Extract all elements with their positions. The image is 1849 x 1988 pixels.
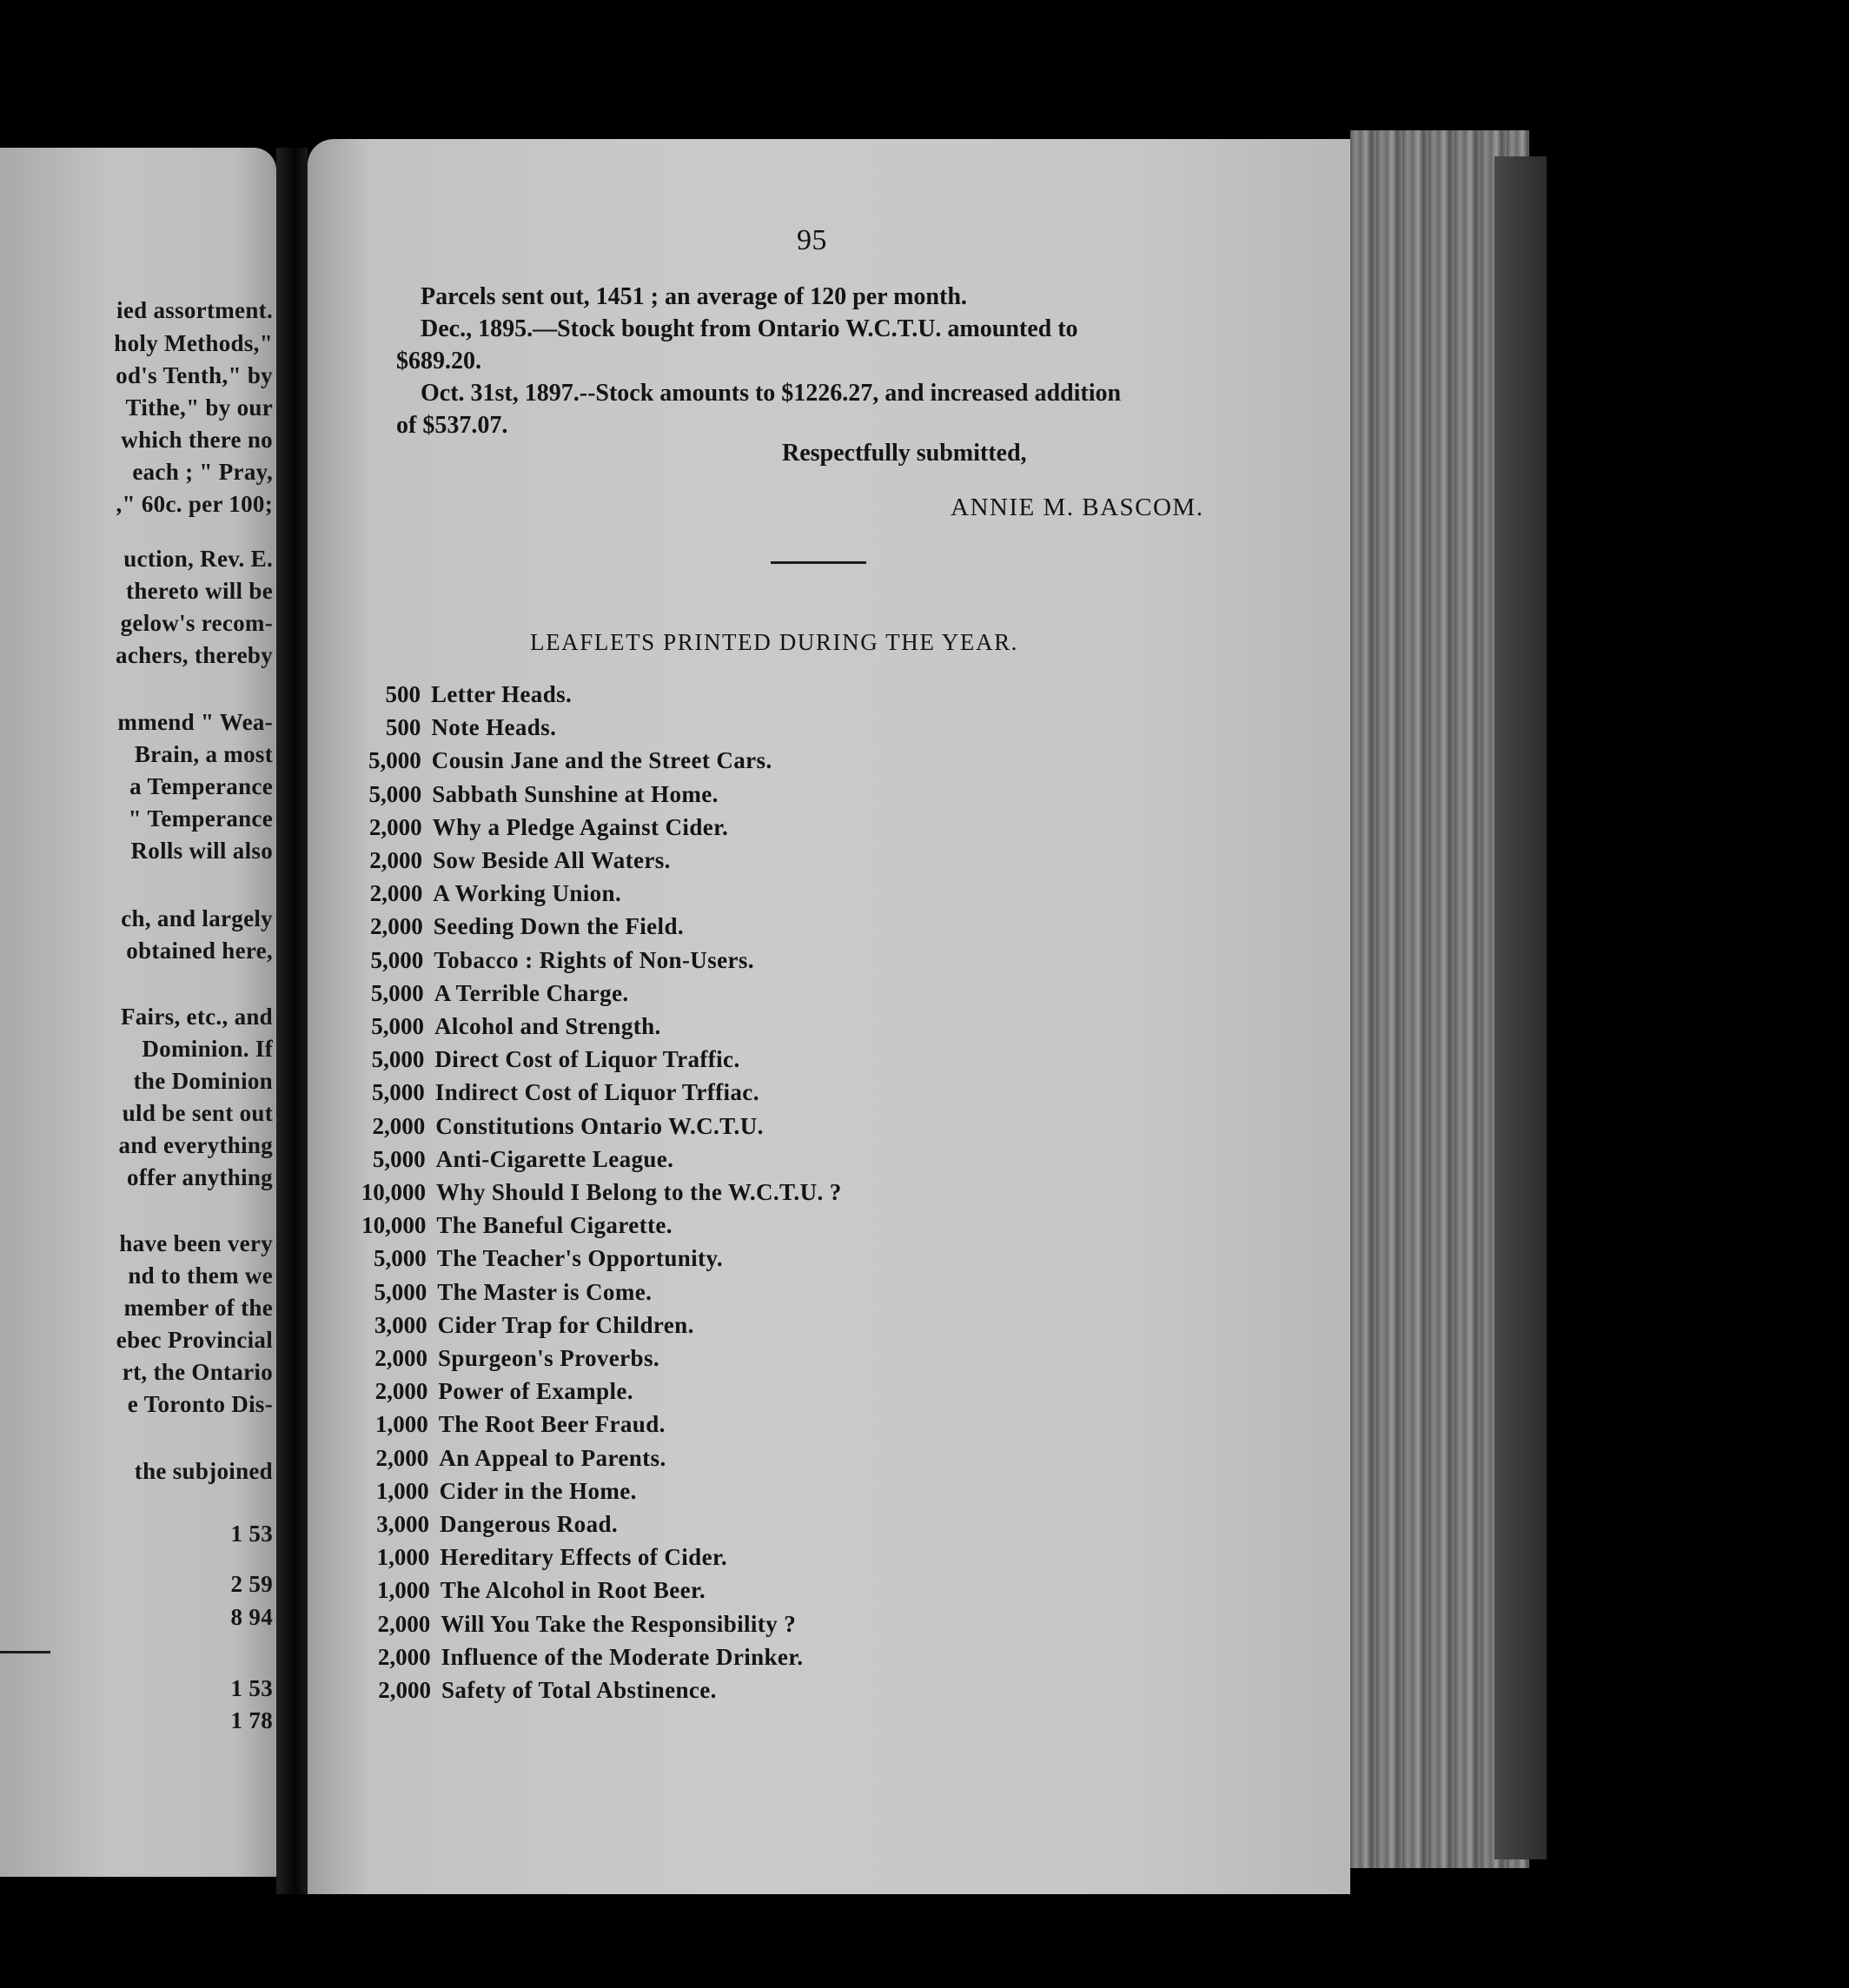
leaflet-row xyxy=(309,847,671,878)
leaflet-quantity: 2,000 xyxy=(372,1112,426,1139)
left-page-line: 2 59 xyxy=(230,1571,273,1597)
left-page-line: achers, thereby xyxy=(116,642,273,668)
leaflet-title: Sabbath Sunshine at Home. xyxy=(432,780,719,807)
leaflet-row xyxy=(312,1079,759,1110)
leaflet-title: Anti-Cigarette League. xyxy=(435,1145,674,1172)
leaflet-title: Cider in the Home. xyxy=(439,1477,637,1504)
leaflet-title: Dangerous Road. xyxy=(440,1511,619,1537)
leaflet-row xyxy=(318,1677,717,1708)
left-page-line: Fairs, etc., and xyxy=(120,1004,273,1030)
leaflet-quantity: 3,000 xyxy=(376,1511,429,1537)
leaflet-row xyxy=(312,1113,764,1144)
leaflet-title: Influence of the Moderate Drinker. xyxy=(441,1643,804,1670)
dec-line xyxy=(421,315,1237,343)
leaflet-row xyxy=(314,1245,723,1276)
leaflet-row xyxy=(310,947,754,978)
leaflet-row xyxy=(317,1611,796,1642)
leaflet-title: The Baneful Cigarette. xyxy=(436,1212,673,1239)
left-page-line: a Temperance xyxy=(129,773,273,799)
left-page-line: e Toronto Dis- xyxy=(127,1391,273,1417)
leaflet-quantity: 1,000 xyxy=(377,1577,430,1604)
left-page-line: 1 78 xyxy=(230,1707,273,1733)
leaflet-quantity: 2,000 xyxy=(374,1378,428,1405)
leaflet-quantity: 5,000 xyxy=(372,1079,425,1106)
leaflet-title: Alcohol and Strength. xyxy=(434,1013,661,1039)
leaflet-row xyxy=(318,1644,804,1675)
leaflet-row xyxy=(316,1478,637,1509)
leaflet-quantity: 5,000 xyxy=(370,946,424,973)
leaflet-title: The Alcohol in Root Beer. xyxy=(440,1577,706,1604)
leaflet-quantity: 2,000 xyxy=(369,880,423,907)
left-page-line: holy Methods," xyxy=(114,330,273,356)
leaflet-row xyxy=(316,1511,618,1542)
left-page-text xyxy=(0,148,276,1877)
leaflet-row xyxy=(314,1279,652,1310)
leaflet-title: Hereditary Effects of Cider. xyxy=(440,1544,728,1571)
leaflet-row xyxy=(311,980,629,1011)
leaflet-quantity: 2,000 xyxy=(375,1444,429,1471)
left-page-line: obtained here, xyxy=(126,938,273,964)
left-page-line: thereto will be xyxy=(126,578,273,604)
leaflet-quantity: 2,000 xyxy=(369,847,422,873)
leaflet-row xyxy=(311,1046,739,1077)
leaflet-row xyxy=(315,1378,633,1409)
left-page-line: the subjoined xyxy=(134,1458,273,1484)
section-rule xyxy=(771,561,866,564)
left-page-line: uction, Rev. E. xyxy=(123,546,273,572)
oct-line: Oct. 31st, 1897.--Stock amounts to $1226.27, and increased addition xyxy=(421,380,1122,407)
signature: ANNIE M. BASCOM. xyxy=(951,494,1204,521)
section-heading: LEAFLETS PRINTED DURING THE YEAR. xyxy=(530,629,1019,655)
leaflet-row xyxy=(313,1146,674,1177)
leaflet-title: An Appeal to Parents. xyxy=(439,1444,666,1471)
leaflet-row xyxy=(308,747,772,779)
leaflet-row xyxy=(315,1345,659,1376)
left-page-line: " Temperance xyxy=(128,805,273,832)
left-page-line: the Dominion xyxy=(133,1068,273,1094)
leaflet-quantity: 5,000 xyxy=(368,747,421,774)
leaflet-row xyxy=(308,781,719,812)
leaflet-quantity: 2,000 xyxy=(377,1610,431,1637)
left-page-line: ebec Provincial xyxy=(116,1327,273,1353)
book-cover-edge xyxy=(1494,156,1547,1859)
parcels-line: Parcels sent out, 1451 ; an average of 120 per month. xyxy=(421,283,967,310)
left-page-line: each ; " Pray, xyxy=(132,459,273,485)
leaflet-title: A Terrible Charge. xyxy=(434,979,629,1006)
leaflet-quantity: 5,000 xyxy=(374,1245,427,1272)
page-number: 95 xyxy=(797,224,827,256)
left-page-line: od's Tenth," by xyxy=(116,362,273,388)
leaflet-title: The Teacher's Opportunity. xyxy=(436,1245,724,1272)
left-page-line: 8 94 xyxy=(230,1604,273,1630)
leaflet-row xyxy=(316,1544,727,1575)
leaflet-quantity: 3,000 xyxy=(374,1311,427,1338)
leaflet-quantity: 1,000 xyxy=(375,1477,429,1504)
signoff: Respectfully submitted, xyxy=(782,440,1027,467)
leaflet-quantity: 2,000 xyxy=(370,913,423,940)
leaflet-quantity: 2,000 xyxy=(368,813,422,840)
right-page xyxy=(308,139,1350,1894)
left-page-line: rt, the Ontario xyxy=(122,1359,273,1385)
totals-rule xyxy=(0,1651,50,1653)
leaflet-title: Cider Trap for Children. xyxy=(437,1311,694,1338)
leaflet-row xyxy=(309,814,729,845)
left-page-line: Tithe," by our xyxy=(125,394,273,421)
leaflet-quantity: 2,000 xyxy=(374,1345,427,1371)
leaflet-row xyxy=(315,1445,666,1476)
leaflet-title: Why Should I Belong to the W.C.T.U. ? xyxy=(436,1179,842,1205)
leaflet-title: Note Heads. xyxy=(431,714,557,741)
dec-line-amount: $689.20. xyxy=(396,348,481,374)
left-page-line: Dominion. If xyxy=(142,1036,273,1062)
oct-line-amount: of $537.07. xyxy=(396,412,508,439)
left-page-line: ," 60c. per 100; xyxy=(116,491,273,517)
leaflet-title: Seeding Down the Field. xyxy=(433,913,685,940)
leaflet-row xyxy=(310,913,684,944)
left-page xyxy=(0,148,276,1877)
left-page-line: which there no xyxy=(121,427,273,453)
leaflet-quantity: 10,000 xyxy=(361,1212,427,1239)
leaflet-quantity: 2,000 xyxy=(377,1643,431,1670)
left-page-line: ied assortment. xyxy=(116,297,273,323)
leaflet-quantity: 5,000 xyxy=(371,1013,424,1039)
leaflet-title: Will You Take the Responsibility ? xyxy=(441,1610,797,1637)
leaflet-title: Letter Heads. xyxy=(431,681,573,707)
leaflet-quantity: 1,000 xyxy=(376,1544,430,1571)
leaflet-row xyxy=(311,1013,661,1044)
left-page-line: ch, and largely xyxy=(121,905,273,931)
left-page-line: 1 53 xyxy=(230,1521,273,1547)
leaflet-quantity: 5,000 xyxy=(374,1278,427,1305)
leaflet-title: Power of Example. xyxy=(438,1378,633,1405)
leaflet-quantity: 1,000 xyxy=(375,1411,428,1438)
leaflet-title: Constitutions Ontario W.C.T.U. xyxy=(435,1112,764,1139)
left-page-line: Brain, a most xyxy=(134,741,273,767)
left-page-line: 1 53 xyxy=(230,1675,273,1701)
left-page-line: have been very xyxy=(119,1230,273,1256)
left-page-line: gelow's recom- xyxy=(120,610,273,636)
leaflet-quantity: 500 xyxy=(385,714,421,741)
leaflet-title: Sow Beside All Waters. xyxy=(433,847,671,873)
leaflet-title: Indirect Cost of Liquor Trffiac. xyxy=(434,1079,759,1106)
leaflet-title: Direct Cost of Liquor Traffic. xyxy=(434,1046,740,1073)
leaflet-row xyxy=(315,1411,666,1442)
leaflet-quantity: 5,000 xyxy=(372,1145,426,1172)
left-page-line: nd to them we xyxy=(128,1262,273,1289)
leaflet-quantity: 2,000 xyxy=(378,1677,431,1703)
leaflet-quantity: 5,000 xyxy=(370,979,424,1006)
leaflet-row xyxy=(313,1212,673,1243)
leaflet-row xyxy=(308,681,572,712)
leaflet-quantity: 5,000 xyxy=(368,780,422,807)
leaflet-title: The Master is Come. xyxy=(437,1278,653,1305)
leaflet-row xyxy=(308,714,556,746)
leaflet-row xyxy=(317,1577,706,1608)
leaflet-row xyxy=(309,880,621,911)
leaflet-title: A Working Union. xyxy=(433,880,622,907)
leaflet-title: Safety of Total Abstinence. xyxy=(441,1677,717,1703)
leaflet-quantity: 10,000 xyxy=(361,1179,426,1205)
left-page-line: mmend " Wea- xyxy=(117,709,273,735)
leaflet-row xyxy=(313,1179,842,1210)
left-page-line: Rolls will also xyxy=(130,838,273,864)
leaflet-row xyxy=(315,1312,694,1343)
leaflet-title: Why a Pledge Against Cider. xyxy=(432,813,729,840)
left-page-line: uld be sent out xyxy=(122,1100,273,1126)
dec-line-1: Dec., 1895.—Stock bought from Ontario W.C.T.U. amounted to xyxy=(421,315,1078,342)
leaflet-quantity: 5,000 xyxy=(371,1046,425,1073)
leaflet-title: The Root Beer Fraud. xyxy=(438,1411,666,1438)
leaflet-title: Spurgeon's Proverbs. xyxy=(438,1345,660,1371)
gutter-shadow xyxy=(276,148,308,1894)
leaflet-title: Cousin Jane and the Street Cars. xyxy=(431,747,772,774)
leaflet-quantity: 500 xyxy=(385,681,421,707)
leaflet-title: Tobacco : Rights of Non-Users. xyxy=(434,946,754,973)
left-page-line: offer anything xyxy=(127,1164,273,1190)
left-page-line: member of the xyxy=(123,1295,273,1321)
left-page-line: and everything xyxy=(118,1132,273,1158)
